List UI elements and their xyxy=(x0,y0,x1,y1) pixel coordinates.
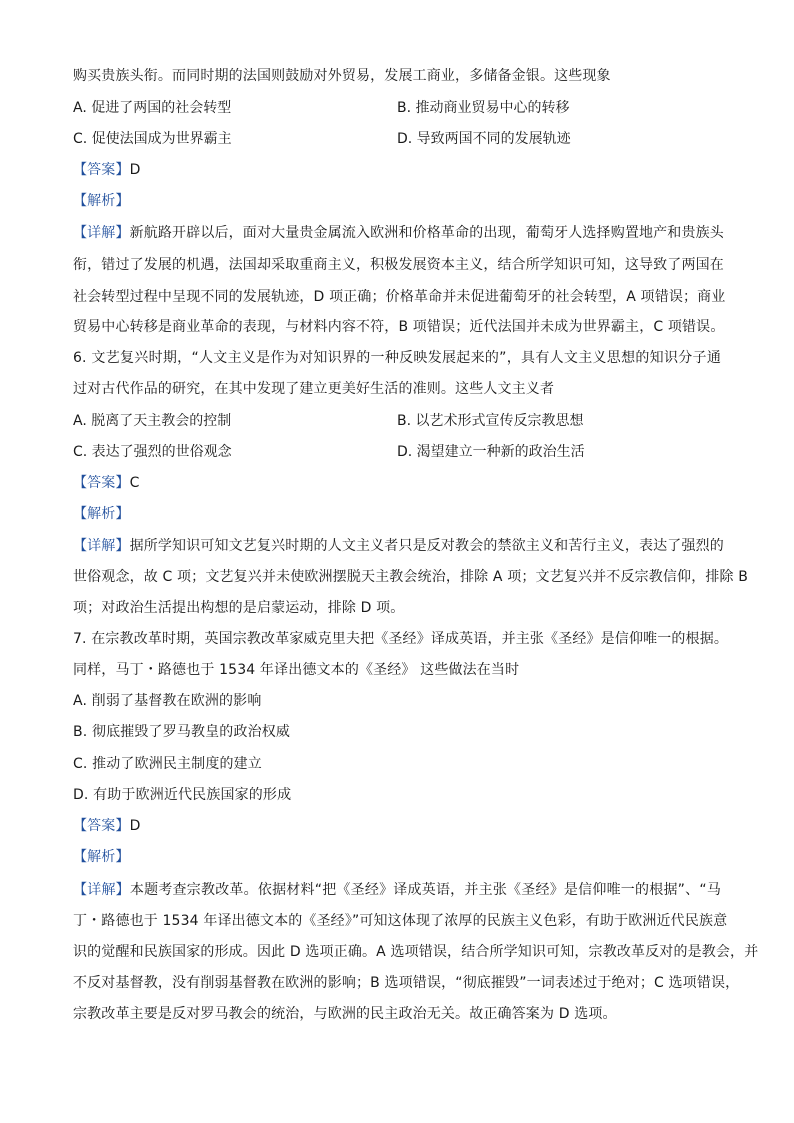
q6-stem-line-1: 6. 文艺复兴时期，“人文主义是作为对知识界的一种反映发展起来的”，具有人文主义思想的知识分子通 xyxy=(73,350,721,366)
q7-detail-text-1: 本题考查宗教改革。依据材料“把《圣经》译成英语，并主张《圣经》是信仰唯一的根据”、“马 xyxy=(129,882,721,898)
q6-detail-line-3: 项；对政治生活提出构想的是启蒙运动，排除 D 项。 xyxy=(73,600,405,616)
q7-answer-line xyxy=(73,817,141,835)
q5-answer: D xyxy=(129,162,141,178)
q7-stem-line-1: 7. 在宗教改革时期，英国宗教改革家威克里夫把《圣经》译成英语，并主张《圣经》是信仰唯一的根据。 xyxy=(73,631,729,647)
q7-answer: D xyxy=(129,818,141,834)
q7-detail-line-4: 不反对基督教，没有削弱基督教在欧洲的影响；B 选项错误，“彻底摧毁”一词表述过于绝对；C 选项错误， xyxy=(73,975,740,991)
q7-option-c: C. 推动了欧洲民主制度的建立 xyxy=(73,756,262,772)
q5-analysis-tag: 【解析】 xyxy=(73,193,130,209)
q6-answer-line xyxy=(73,474,140,492)
q6-analysis-tag: 【解析】 xyxy=(73,506,130,522)
answer-tag: 【答案】 xyxy=(73,162,130,178)
q7-detail-line-1 xyxy=(73,881,721,899)
q7-option-b: B. 彻底摧毁了罗马教皇的政治权威 xyxy=(73,724,291,740)
q5-option-c: C. 促使法国成为世界霸主 xyxy=(73,131,232,147)
q5-answer-line xyxy=(73,161,141,179)
q7-option-a: A. 削弱了基督教在欧洲的影响 xyxy=(73,693,262,709)
answer-tag: 【答案】 xyxy=(73,475,130,491)
q6-detail-line-1 xyxy=(73,537,724,555)
detail-tag: 【详解】 xyxy=(73,882,130,898)
q5-option-a: A. 促进了两国的社会转型 xyxy=(73,100,232,116)
q5-option-d: D. 导致两国不同的发展轨迹 xyxy=(397,131,571,147)
q5-detail-line-2: 衔，错过了发展的机遇，法国却采取重商主义，积极发展资本主义，结合所学知识可知，这导致了两国在 xyxy=(73,257,724,273)
q7-stem-line-2: 同样，马丁・路德也于 1534 年译出德文本的《圣经》 这些做法在当时 xyxy=(73,662,520,678)
q6-answer: C xyxy=(129,475,140,491)
q7-detail-line-3: 识的觉醒和民族国家的形成。因此 D 选项正确。A 选项错误，结合所学知识可知，宗教改革反对的是教会，并 xyxy=(73,944,759,960)
q7-analysis-tag: 【解析】 xyxy=(73,849,130,865)
q6-option-b: B. 以艺术形式宣传反宗教思想 xyxy=(397,413,584,429)
q5-detail-line-1 xyxy=(73,224,724,242)
q7-option-d: D. 有助于欧洲近代民族国家的形成 xyxy=(73,787,292,803)
q5-stem: 购买贵族头衔。而同时期的法国则鼓励对外贸易，发展工商业，多储备金银。这些现象 xyxy=(73,68,611,84)
q5-detail-text-1: 新航路开辟以后，面对大量贵金属流入欧洲和价格革命的出现，葡萄牙人选择购置地产和贵族头 xyxy=(129,225,724,241)
answer-tag: 【答案】 xyxy=(73,818,130,834)
q5-detail-line-4: 贸易中心转移是商业革命的表现，与材料内容不符，B 项错误；近代法国并未成为世界霸主，C 项错误。 xyxy=(73,319,725,335)
detail-tag: 【详解】 xyxy=(73,538,130,554)
q6-detail-text-1: 据所学知识可知文艺复兴时期的人文主义者只是反对教会的禁欲主义和苦行主义，表达了强烈的 xyxy=(129,538,724,554)
q5-option-b: B. 推动商业贸易中心的转移 xyxy=(397,100,570,116)
q7-detail-line-2: 丁・路德也于 1534 年译出德文本的《圣经》”可知这体现了浓厚的民族主义色彩，有助于欧洲近代民族意 xyxy=(73,913,728,929)
q6-stem-line-2: 过对古代作品的研究，在其中发现了建立更美好生活的准则。这些人文主义者 xyxy=(73,381,555,397)
q6-option-d: D. 渴望建立一种新的政治生活 xyxy=(397,444,585,460)
q6-option-a: A. 脱离了天主教会的控制 xyxy=(73,413,232,429)
detail-tag: 【详解】 xyxy=(73,225,130,241)
q7-detail-line-5: 宗教改革主要是反对罗马教会的统治，与欧洲的民主政治无关。故正确答案为 D 选项。 xyxy=(73,1006,617,1022)
q5-detail-line-3: 社会转型过程中呈现不同的发展轨迹，D 项正确；价格革命并未促进葡萄牙的社会转型，A 项错误；商业 xyxy=(73,289,726,305)
q6-detail-line-2: 世俗观念，故 C 项；文艺复兴并未使欧洲摆脱天主教会统治，排除 A 项；文艺复兴并不反宗教信仰，排除 B xyxy=(73,569,749,585)
q6-option-c: C. 表达了强烈的世俗观念 xyxy=(73,444,232,460)
